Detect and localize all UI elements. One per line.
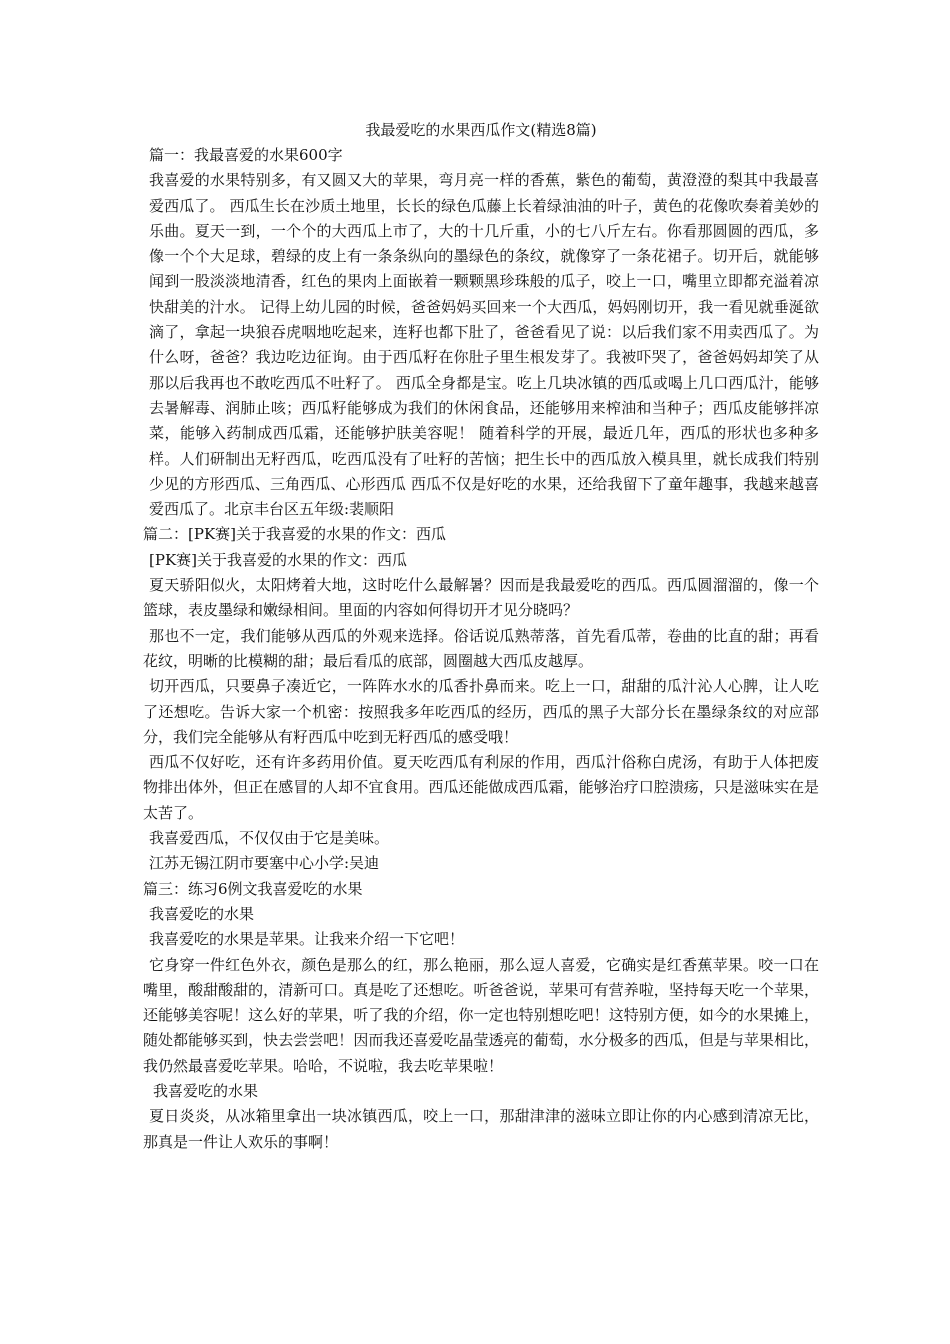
section-heading-3: 篇三：练习6例文我喜爱吃的水果 — [143, 879, 363, 898]
paragraph: 切开西瓜，只要鼻子凑近它，一阵阵水水的瓜香扑鼻而来。吃上一口，甜甜的瓜汁沁人心脾，让人吃了还想吃。告诉大家一个机密：按照我多年吃西瓜的经历，西瓜的黑子大部分长在墨绿条纹的对应部分，我们完全能够从有籽西瓜中吃到无籽西瓜的感受哦！ — [143, 677, 819, 746]
paragraph: 我喜爱的水果特别多，有又圆又大的苹果，弯月亮一样的香蕉，紫色的葡萄，黄澄澄的梨其中我最喜爱西瓜了。 西瓜生长在沙质土地里，长长的绿色瓜藤上长着绿油油的叶子，黄色的花像吹奏着美妙的乐曲。夏天一到，一个个的大西瓜上市了，大的十几斤重，小的七八斤左右。你看那圆圆的西瓜，多像一个个大足球，碧绿的皮上有一条条纵向的墨绿色的条纹，就像穿了一条花裙子。切开后，就能够闻到一股淡淡地清香，红色的果肉上面嵌着一颗颗黑珍珠般的瓜子，咬上一口，嘴里立即都充溢着凉快甜美的汁水。 记得上幼儿园的时候，爸爸妈妈买回来一个大西瓜，妈妈刚切开，我一看见就垂涎欲滴了，拿起一块狼吞虎咽地吃起来，连籽也都下肚了，爸爸看见了说：以后我们家不用卖西瓜了。为什么呀，爸爸？我边吃边征询。由于西瓜籽在你肚子里生根发芽了。我被吓哭了，爸爸妈妈却笑了从那以后我再也不敢吃西瓜不吐籽了。 西瓜全身都是宝。吃上几块冰镇的西瓜或喝上几口西瓜汁，能够去暑解毒、润肺止咳；西瓜籽能够成为我们的休闲食品，还能够用来榨油和当种子；西瓜皮能够拌凉菜，能够入药制成西瓜霜，还能够护肤美容呢！ 随着科学的开展，最近几年，西瓜的形状也多种多样。人们研制出无籽西瓜，吃西瓜没有了吐籽的苦恼；把生长中的西瓜放入模具里，就长成我们特别少见的方形西瓜、三角西瓜、心形西瓜 西瓜不仅是好吃的水果，还给我留下了童年趣事，我越来越喜爱西瓜了。北京丰台区五年级:裴顺阳 — [149, 171, 819, 519]
section-heading-1: 篇一：我最喜爱的水果600字 — [149, 146, 343, 164]
section-heading-2: 篇二：[PK赛]关于我喜爱的水果的作文：西瓜 — [143, 525, 447, 544]
paragraph: 它身穿一件红色外衣，颜色是那么的红，那么艳丽，那么逗人喜爱，它确实是红香蕉苹果。咬一口在嘴里，酸甜酸甜的，清新可口。真是吃了还想吃。听爸爸说，苹果可有营养啦，坚持每天吃一个苹果，还能够美容呢！这么好的苹果，听了我的介绍，你一定也特别想吃吧！这特别方便，如今的水果摊上，随处都能够买到，快去尝尝吧！因而我还喜爱吃晶莹透亮的葡萄，水分极多的西瓜，但是与苹果相比，我仍然最喜爱吃苹果。哈哈，不说啦，我去吃苹果啦！ — [143, 955, 819, 1075]
paragraph: 西瓜不仅好吃，还有许多药用价值。夏天吃西瓜有利尿的作用，西瓜汁俗称白虎汤，有助于人体把废物排出体外，但正在感冒的人却不宜食用。西瓜还能做成西瓜霜，能够治疗口腔溃疡，只是滋味实在是太苦了。 — [143, 753, 819, 822]
section-subheading: 我喜爱吃的水果 — [149, 904, 255, 923]
paragraph: 我喜爱吃的水果是苹果。让我来介绍一下它吧！ — [149, 930, 465, 949]
paragraph: 夏天骄阳似火，太阳烤着大地，这时吃什么最解暑？因而是我最爱吃的西瓜。西瓜圆溜溜的，像一个篮球，表皮墨绿和嫩绿相间。里面的内容如何得切开才见分晓吗？ — [143, 576, 819, 620]
section-subheading: [PK赛]关于我喜爱的水果的作文：西瓜 — [149, 550, 408, 569]
paragraph: 夏日炎炎，从冰箱里拿出一块冰镇西瓜，咬上一口，那甜津津的滋味立即让你的内心感到清凉无比，那真是一件让人欢乐的事啊！ — [143, 1107, 819, 1151]
document-page — [143, 118, 819, 1155]
document-title: 我最爱吃的水果西瓜作文(精选8篇) — [365, 121, 597, 139]
author-line: 江苏无锡江阴市要塞中心小学:吴迪 — [149, 854, 380, 873]
paragraph: 我喜爱西瓜，不仅仅由于它是美味。 — [149, 829, 390, 848]
section-subheading: 我喜爱吃的水果 — [153, 1081, 259, 1100]
paragraph: 那也不一定，我们能够从西瓜的外观来选择。俗话说瓜熟蒂落，首先看瓜蒂，卷曲的比直的甜；再看花纹，明晰的比模糊的甜；最后看瓜的底部，圆圈越大西瓜皮越厚。 — [143, 626, 819, 670]
